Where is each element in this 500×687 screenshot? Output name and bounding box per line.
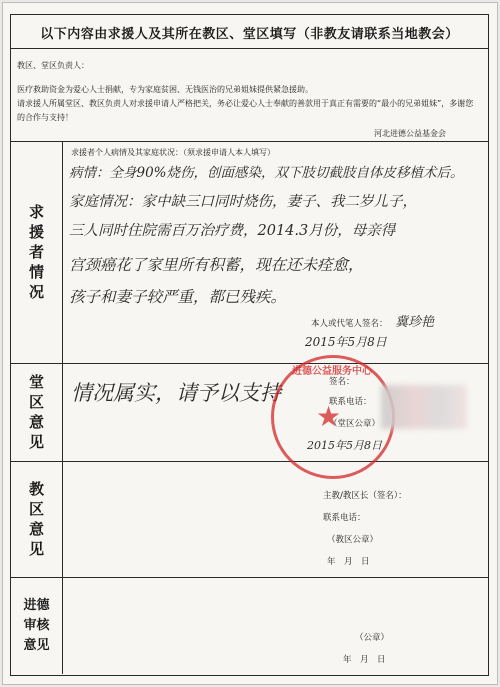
form-page — [2, 2, 498, 685]
applicant-signer-name: 冀珍艳 — [395, 315, 435, 330]
jinde-seal-label: （公章） — [355, 633, 390, 643]
applicant-section-label: 求 援 者 情 况 — [28, 203, 44, 301]
handwritten-line-4: 宫颈癌花了家里所有积蓄，现在还未痊愈， — [69, 256, 364, 274]
applicant-date: 2015年5月8日 — [305, 335, 387, 349]
stamp-star-icon: ★ — [316, 400, 342, 433]
diocese-phone-label: 联系电话： — [323, 513, 366, 523]
row-divider — [11, 141, 488, 142]
handwritten-line-2: 家庭情况：家中缺三口同时烧伤，妻子、我二岁儿子， — [69, 194, 417, 210]
diocese-signer-label: 主教/教区长（签名）： — [323, 491, 407, 501]
redacted-phone-blur — [381, 385, 467, 429]
handwritten-line-5: 孩子和妻子较严重，都已残疾。 — [69, 288, 287, 306]
parish-red-stamp: 进德公益服务中心 ★ — [271, 355, 395, 479]
diocese-date-label: 年 月 日 — [327, 557, 370, 567]
parish-signer-label: 签名： — [329, 377, 355, 387]
parish-seal-label: （堂区公章） — [329, 419, 381, 429]
row-divider — [11, 461, 488, 462]
notice-line-2: 请求援人所属堂区、教区负责人对求援申请人严格把关，务必让爱心人士奉献的善款用于真正有需要的“最小的兄弟姐妹”，多谢您的合作与支持！ — [17, 99, 474, 122]
diocese-section-label: 教 区 意 见 — [28, 480, 44, 558]
form-title: 以下内容由求援人及其所在教区、堂区填写（非教友请联系当地教会） — [40, 27, 459, 42]
jinde-section-label: 进德 审核 意见 — [23, 598, 50, 653]
handwritten-line-3: 三人同时住院需百万治疗费，2014.3月份，母亲得 — [69, 223, 396, 239]
parish-date: 2015年5月8日 — [307, 439, 382, 452]
label-column-divider — [62, 141, 63, 674]
row-divider — [11, 363, 488, 364]
applicant-instruction: 求援者个人病情及其家庭状况：（须求援申请人本人填写） — [71, 148, 275, 157]
diocese-seal-label: （教区公章） — [327, 535, 379, 545]
jinde-date-label: 年 月 日 — [343, 655, 386, 665]
parish-handwritten-opinion: 情况属实，请予以支持 — [71, 381, 281, 405]
row-divider — [11, 48, 488, 49]
responsible-label: 教区、堂区负责人： — [17, 61, 89, 70]
application-form-table — [10, 14, 489, 676]
applicant-signer-label: 本人或代笔人签名： — [311, 319, 388, 329]
notice-line-1: 医疗救助资金为爱心人士捐献，专为家庭贫困、无钱医治的兄弟姐妹提供紧急援助。 — [17, 85, 313, 94]
handwritten-line-1: 病情：全身90%烧伤，创面感染，双下肢切截肢自体皮移植术后。 — [69, 165, 464, 181]
row-divider — [11, 577, 488, 578]
parish-section-label: 堂 区 意 见 — [28, 373, 44, 451]
foundation-signature: 河北进德公益基金会 — [374, 129, 446, 138]
parish-phone-label: 联系电话： — [329, 397, 372, 407]
